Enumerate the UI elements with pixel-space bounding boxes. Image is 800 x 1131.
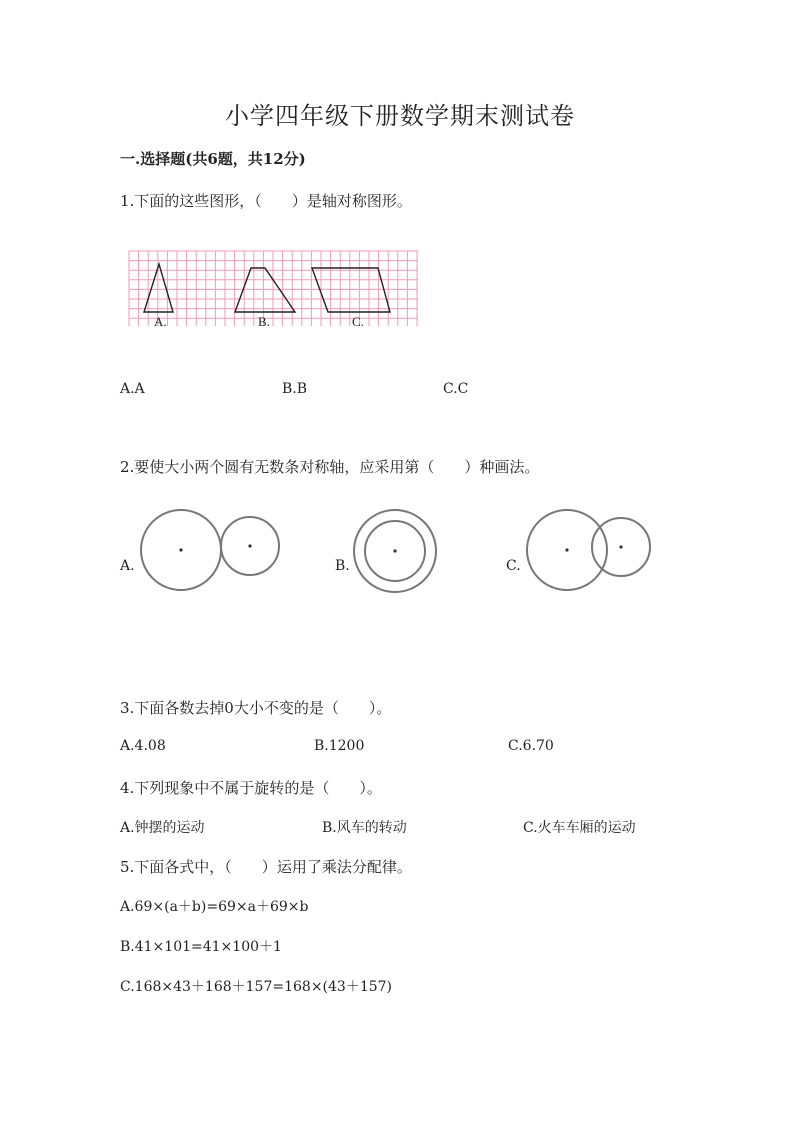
q2-figure-b (350, 508, 442, 594)
q5-option-c: C.168×43＋168＋157=168×(43＋157) (120, 979, 393, 995)
q5-option-a: A.69×(a＋b)=69×a＋69×b (120, 899, 309, 915)
q4-option-c: C.火车车厢的运动 (523, 820, 636, 836)
q1-option-b: B.B (282, 381, 308, 397)
section-heading: 一.选择题(共6题，共12分) (120, 150, 306, 168)
q2-label-a: A. (120, 558, 135, 574)
q5-option-b: B.41×101=41×100＋1 (120, 939, 282, 955)
question-3: 3.下面各数去掉0大小不变的是（ ）。 (120, 699, 392, 717)
question-1: 1.下面的这些图形，（ ）是轴对称图形。 (120, 192, 412, 210)
pink-grid (129, 251, 418, 326)
q3-option-c: C.6.70 (508, 738, 554, 754)
q1-option-c: C.C (443, 381, 469, 397)
q4-option-a: A.钟摆的运动 (120, 820, 205, 836)
q3-option-b: B.1200 (314, 738, 365, 754)
question-2: 2.要使大小两个圆有无数条对称轴，应采用第（ ）种画法。 (120, 458, 540, 476)
q2-figure-a (138, 508, 284, 594)
q1-grid-figure (128, 250, 420, 328)
q1-option-a: A.A (120, 381, 145, 397)
figure-label-a: A. (154, 314, 167, 328)
question-5: 5.下面各式中，（ ）运用了乘法分配律。 (120, 858, 412, 876)
figure-label-b: B. (258, 314, 270, 328)
q2-label-c: C. (506, 558, 521, 574)
q2-label-b: B. (335, 558, 350, 574)
q3-option-a: A.4.08 (120, 738, 166, 754)
question-4: 4.下列现象中不属于旋转的是（ ）。 (120, 779, 382, 797)
q2-figure-c (524, 506, 654, 594)
figure-label-c: C. (352, 314, 364, 328)
q4-option-b: B.风车的转动 (322, 820, 407, 836)
page-title: 小学四年级下册数学期末测试卷 (225, 102, 575, 130)
